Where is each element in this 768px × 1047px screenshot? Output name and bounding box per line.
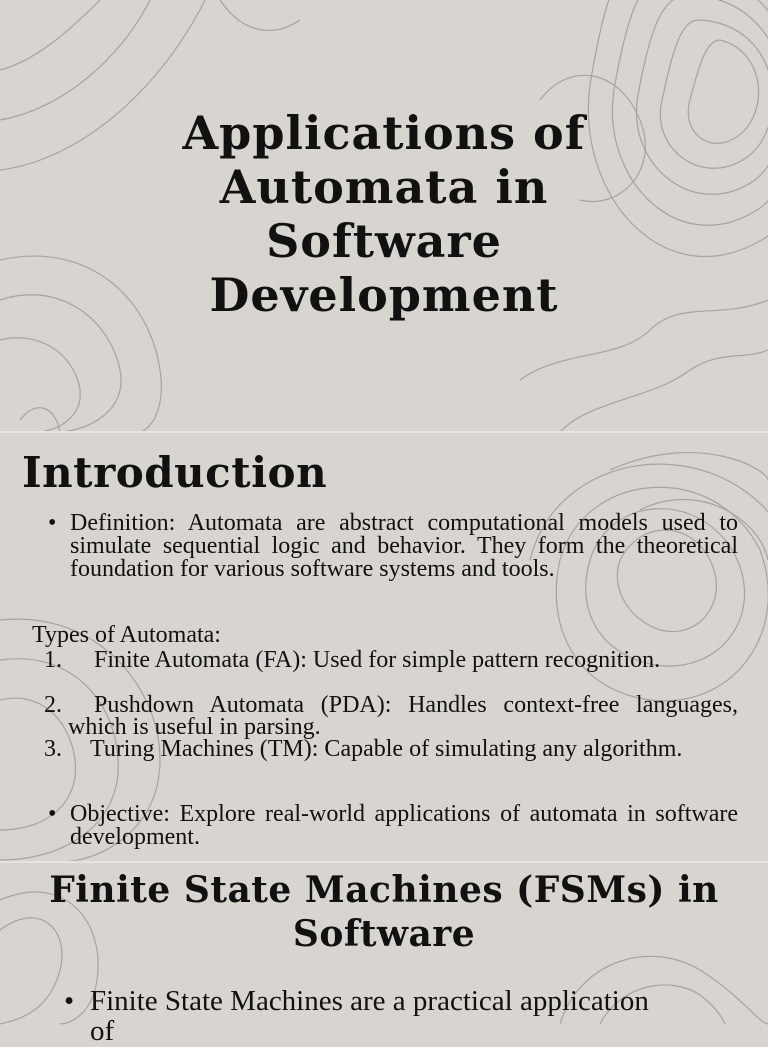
- fsm-slide: [0, 862, 768, 1047]
- list-text: Turing Machines (TM): Capable of simulating any algorithm.: [90, 736, 683, 762]
- list-item: [44, 694, 738, 738]
- title-line: Software: [266, 214, 502, 268]
- heading-line: Finite State Machines (FSMs) in: [49, 869, 719, 911]
- types-label: Types of Automata:: [32, 622, 221, 648]
- bullet-text: Finite State Machines are a practical application of: [90, 985, 649, 1047]
- fsm-bullet: [64, 986, 664, 1046]
- list-number: 3.: [44, 736, 62, 762]
- list-text: Pushdown Automata (PDA): Handles context-free languages, which is useful in parsing.: [68, 692, 738, 740]
- section-heading: Introduction: [22, 448, 328, 497]
- title-line: Automata in: [219, 160, 549, 214]
- list-item: [44, 738, 738, 760]
- slide-title: [0, 106, 768, 322]
- list-number: 1.: [44, 647, 62, 673]
- title-line: Applications of: [182, 106, 586, 160]
- title-slide: [0, 0, 768, 432]
- objective-bullet: [48, 803, 738, 849]
- title-line: Development: [209, 268, 559, 322]
- section-heading: [0, 868, 768, 956]
- heading-line: Software: [292, 913, 476, 955]
- definition-bullet: [48, 512, 738, 581]
- bullet-icon: •: [48, 801, 57, 827]
- list-item: [44, 649, 738, 671]
- bullet-icon: •: [64, 985, 75, 1017]
- bullet-text: Objective: Explore real-world applications of automata in software development.: [70, 801, 738, 850]
- bullet-text: Definition: Automata are abstract computational models used to simulate sequential logic and behavior. They form the theoretical foundation for various software systems and tools.: [70, 510, 738, 582]
- list-number: 2.: [44, 692, 62, 718]
- list-text: Finite Automata (FA): Used for simple pattern recognition.: [94, 647, 661, 673]
- bullet-icon: •: [48, 510, 57, 536]
- introduction-slide: [0, 432, 768, 862]
